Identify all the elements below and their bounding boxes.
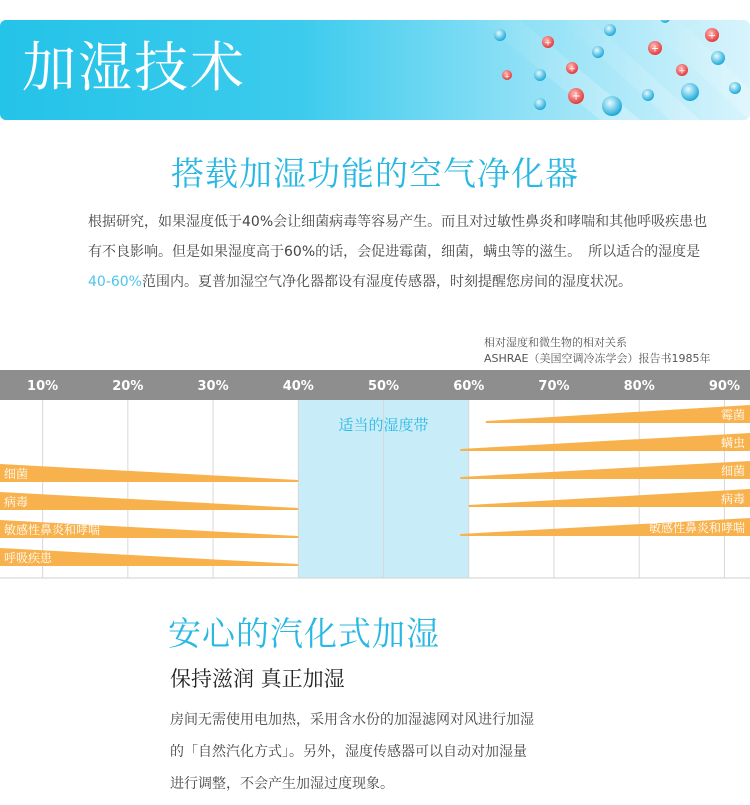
x-tick-label: 20% (112, 379, 144, 394)
section-heading-evaporative: 安心的汽化式加湿 (168, 614, 440, 653)
high-humidity-bar-label: 细菌 (720, 464, 745, 478)
humidity-range-highlight: 40-60% (88, 274, 142, 290)
paragraph-part-b: 范围内。夏普加湿空气净化器都设有湿度传感器，时刻提醒您房间的湿度状况。 (141, 274, 632, 290)
source-reference: ASHRAE（美国空调冷冻学会）报告书1985年 (484, 352, 711, 365)
x-tick-label: 90% (708, 379, 740, 394)
water-ion-decoration (0, 20, 750, 120)
water-droplet-icon (604, 24, 616, 36)
paragraph-line: 的「自然汽化方式」。另外，湿度传感器可以自动对加湿量 (170, 744, 527, 760)
x-tick-label: 80% (623, 379, 655, 394)
x-tick-label: 30% (197, 379, 229, 394)
source-title: 相对湿度和微生物的相对关系 (484, 336, 627, 349)
water-droplet-icon (602, 96, 622, 116)
high-humidity-bar-label: 霉菌 (720, 408, 745, 422)
plus-sign-icon: + (504, 72, 510, 81)
low-humidity-bar-label: 细菌 (4, 467, 29, 481)
plus-sign-icon: + (650, 43, 660, 55)
x-tick-label: 60% (453, 379, 485, 394)
low-humidity-bar-label: 敏感性鼻炎和哮喘 (4, 523, 101, 537)
evaporative-paragraph (170, 704, 590, 800)
plus-sign-icon: + (571, 89, 581, 103)
plus-sign-icon: + (678, 65, 686, 76)
low-humidity-bar-label: 呼吸疾患 (4, 551, 53, 565)
paragraph-line: 房间无需使用电加热，采用含水份的加湿滤网对风进行加湿 (170, 712, 534, 728)
x-tick-label: 70% (538, 379, 570, 394)
high-humidity-bar-label: 病毒 (720, 492, 745, 506)
x-tick-label: 10% (27, 379, 59, 394)
water-droplet-icon (534, 69, 546, 81)
high-humidity-bar (486, 405, 750, 423)
paragraph-line: 进行调整，不会产生加湿过度现象。 (170, 776, 394, 792)
humidity-chart (0, 370, 750, 580)
high-humidity-bar (460, 433, 750, 451)
water-droplet-icon (592, 46, 604, 58)
plus-sign-icon: + (707, 30, 717, 42)
x-tick-label: 50% (367, 379, 400, 394)
water-droplet-icon (494, 29, 506, 41)
chart-source (484, 335, 744, 367)
high-humidity-bar-label: 螨虫 (720, 436, 745, 450)
paragraph-part-a: 根据研究，如果湿度低于40%会让细菌病毒等容易产生。而且对过敏性鼻炎和哮喘和其他呼吸疾患也有不良影响。但是如果湿度高于60%的话，会促进霉菌，细菌，螨虫等的滋生。 所以适合的湿度是 (88, 214, 708, 260)
high-humidity-bar-label: 敏感性鼻炎和哮喘 (648, 521, 745, 535)
x-tick-label: 40% (282, 379, 314, 394)
optimal-band-label: 适当的湿度带 (338, 416, 429, 434)
high-humidity-bar (460, 461, 750, 479)
humidity-chart-svg (0, 370, 750, 580)
high-humidity-bar (469, 489, 750, 507)
low-humidity-bar (0, 492, 298, 510)
water-droplet-icon (534, 98, 546, 110)
research-paragraph (88, 207, 708, 297)
banner-title: 加湿技术 (22, 36, 246, 99)
section-subheading: 保持滋润 真正加湿 (170, 667, 345, 691)
water-droplet-icon (711, 51, 725, 65)
plus-sign-icon: + (568, 63, 576, 74)
header-banner (0, 20, 750, 120)
water-droplet-icon (681, 83, 699, 101)
section-heading-purifier: 搭载加湿功能的空气净化器 (171, 154, 579, 193)
water-droplet-icon (729, 82, 741, 94)
plus-sign-icon: + (544, 37, 552, 48)
water-droplet-icon (642, 89, 654, 101)
low-humidity-bar-label: 病毒 (4, 495, 29, 509)
low-humidity-bar (0, 464, 298, 482)
